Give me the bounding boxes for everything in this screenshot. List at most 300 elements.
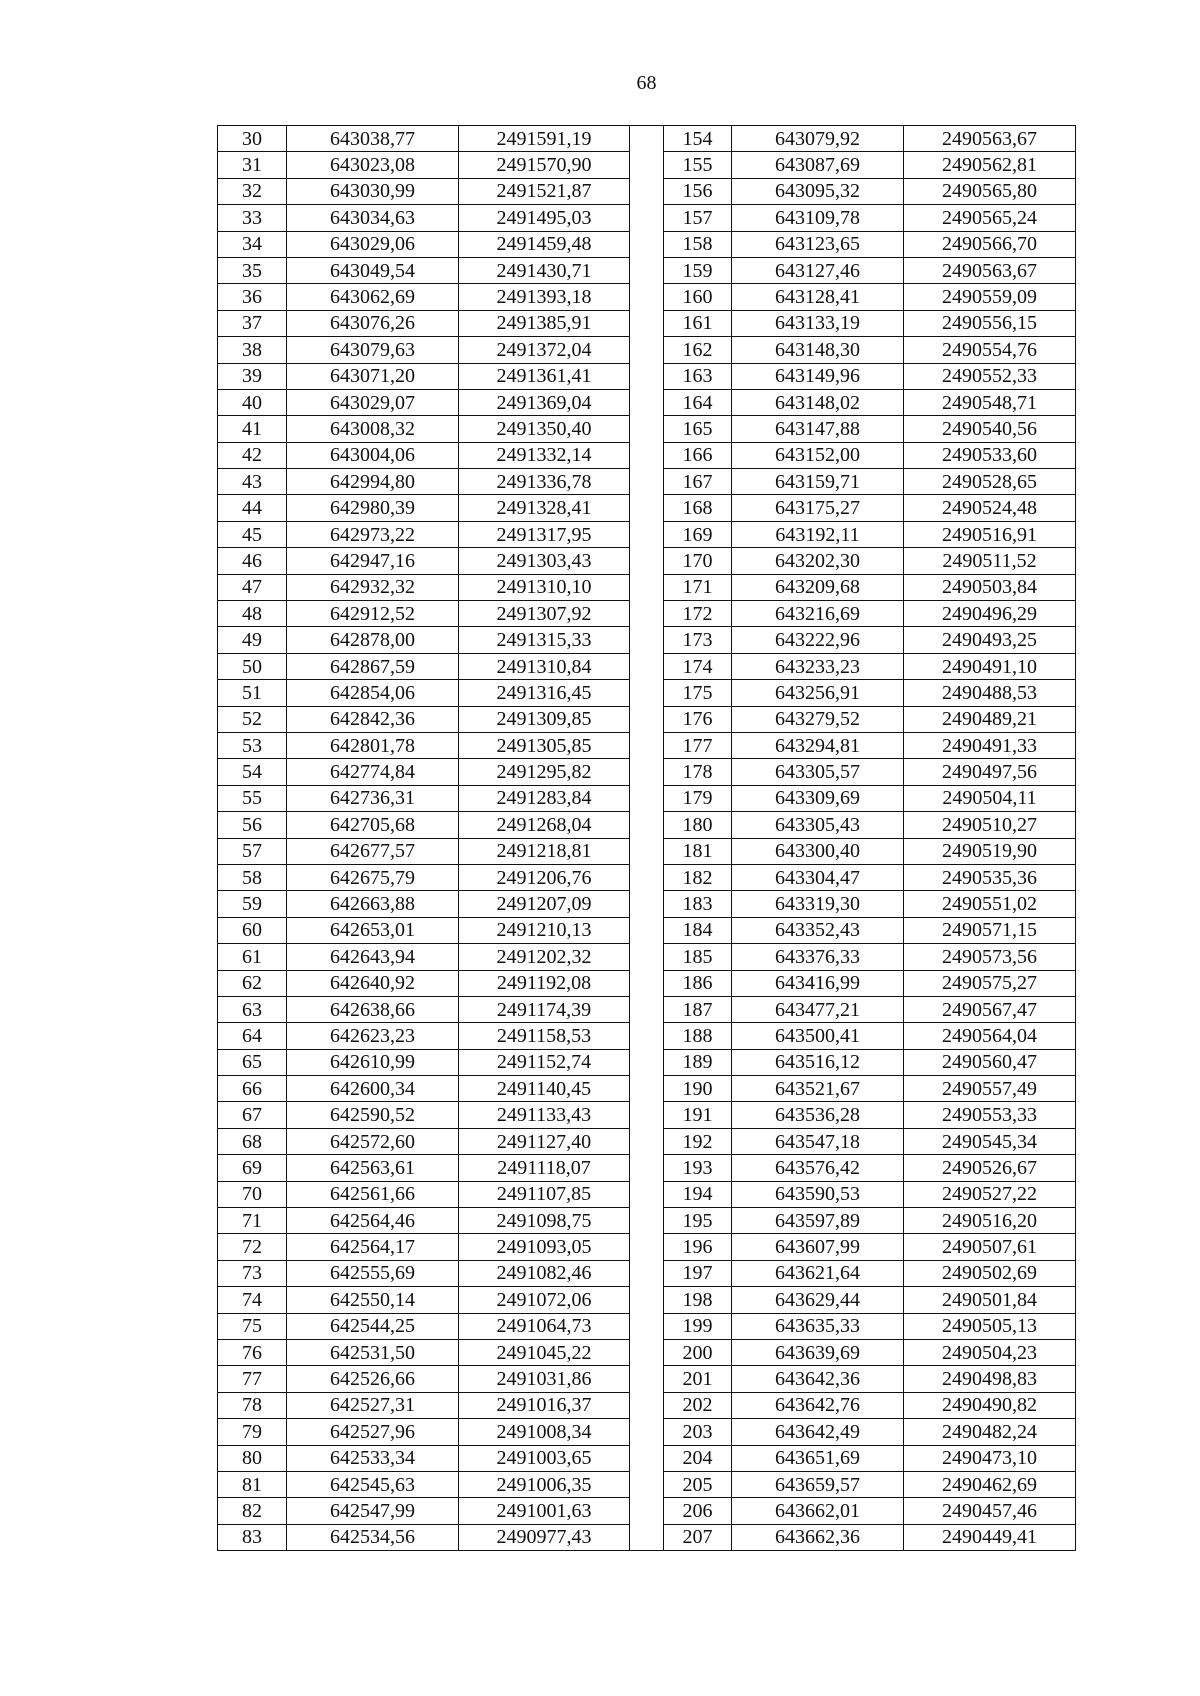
x-coordinate-cell: 642544,25 xyxy=(287,1313,459,1339)
point-number-cell: 155 xyxy=(664,152,732,178)
y-coordinate-cell: 2491072,06 xyxy=(459,1287,630,1313)
y-coordinate-cell: 2491152,74 xyxy=(459,1049,630,1075)
x-coordinate-cell: 642980,39 xyxy=(287,495,459,521)
point-number-cell: 65 xyxy=(218,1049,287,1075)
x-coordinate-cell: 643536,28 xyxy=(732,1102,904,1128)
y-coordinate-cell: 2491309,85 xyxy=(459,706,630,732)
table-row xyxy=(218,257,1076,283)
y-coordinate-cell: 2490556,15 xyxy=(904,310,1076,336)
table-row xyxy=(218,205,1076,231)
x-coordinate-cell: 643222,96 xyxy=(732,627,904,653)
y-coordinate-cell: 2491006,35 xyxy=(459,1471,630,1497)
table-row xyxy=(218,1102,1076,1128)
x-coordinate-cell: 643216,69 xyxy=(732,601,904,627)
x-coordinate-cell: 642663,88 xyxy=(287,891,459,917)
point-number-cell: 197 xyxy=(664,1260,732,1286)
point-number-cell: 59 xyxy=(218,891,287,917)
table-row xyxy=(218,759,1076,785)
x-coordinate-cell: 643147,88 xyxy=(732,416,904,442)
point-number-cell: 53 xyxy=(218,732,287,758)
y-coordinate-cell: 2491158,53 xyxy=(459,1023,630,1049)
point-number-cell: 181 xyxy=(664,838,732,864)
table-row xyxy=(218,812,1076,838)
x-coordinate-cell: 643279,52 xyxy=(732,706,904,732)
y-coordinate-cell: 2491283,84 xyxy=(459,785,630,811)
point-number-cell: 168 xyxy=(664,495,732,521)
y-coordinate-cell: 2490496,29 xyxy=(904,601,1076,627)
y-coordinate-cell: 2490557,49 xyxy=(904,1076,1076,1102)
x-coordinate-cell: 643030,99 xyxy=(287,178,459,204)
page-number: 68 xyxy=(636,72,657,94)
y-coordinate-cell: 2490575,27 xyxy=(904,970,1076,996)
x-coordinate-cell: 643029,07 xyxy=(287,389,459,415)
y-coordinate-cell: 2491064,73 xyxy=(459,1313,630,1339)
column-gap xyxy=(630,495,664,521)
x-coordinate-cell: 643352,43 xyxy=(732,917,904,943)
point-number-cell: 163 xyxy=(664,363,732,389)
point-number-cell: 49 xyxy=(218,627,287,653)
point-number-cell: 76 xyxy=(218,1339,287,1365)
y-coordinate-cell: 2490462,69 xyxy=(904,1471,1076,1497)
table-row xyxy=(218,126,1076,152)
x-coordinate-cell: 642947,16 xyxy=(287,548,459,574)
y-coordinate-cell: 2490497,56 xyxy=(904,759,1076,785)
y-coordinate-cell: 2490489,21 xyxy=(904,706,1076,732)
point-number-cell: 167 xyxy=(664,469,732,495)
x-coordinate-cell: 643607,99 xyxy=(732,1234,904,1260)
table-row xyxy=(218,284,1076,310)
x-coordinate-cell: 643095,32 xyxy=(732,178,904,204)
y-coordinate-cell: 2491591,19 xyxy=(459,126,630,152)
y-coordinate-cell: 2490563,67 xyxy=(904,126,1076,152)
y-coordinate-cell: 2490559,09 xyxy=(904,284,1076,310)
x-coordinate-cell: 642547,99 xyxy=(287,1498,459,1524)
x-coordinate-cell: 643642,36 xyxy=(732,1366,904,1392)
y-coordinate-cell: 2490504,11 xyxy=(904,785,1076,811)
y-coordinate-cell: 2491332,14 xyxy=(459,442,630,468)
x-coordinate-cell: 643629,44 xyxy=(732,1287,904,1313)
point-number-cell: 175 xyxy=(664,680,732,706)
column-gap xyxy=(630,469,664,495)
table-row xyxy=(218,785,1076,811)
x-coordinate-cell: 643547,18 xyxy=(732,1128,904,1154)
y-coordinate-cell: 2490533,60 xyxy=(904,442,1076,468)
x-coordinate-cell: 642564,46 xyxy=(287,1208,459,1234)
y-coordinate-cell: 2491133,43 xyxy=(459,1102,630,1128)
y-coordinate-cell: 2490554,76 xyxy=(904,337,1076,363)
column-gap xyxy=(630,759,664,785)
table-row xyxy=(218,495,1076,521)
x-coordinate-cell: 643659,57 xyxy=(732,1471,904,1497)
y-coordinate-cell: 2490502,69 xyxy=(904,1260,1076,1286)
column-gap xyxy=(630,1313,664,1339)
point-number-cell: 159 xyxy=(664,257,732,283)
point-number-cell: 51 xyxy=(218,680,287,706)
table-row xyxy=(218,178,1076,204)
y-coordinate-cell: 2491003,65 xyxy=(459,1445,630,1471)
x-coordinate-cell: 643305,43 xyxy=(732,812,904,838)
table-row xyxy=(218,1155,1076,1181)
point-number-cell: 202 xyxy=(664,1392,732,1418)
column-gap xyxy=(630,548,664,574)
point-number-cell: 187 xyxy=(664,996,732,1022)
y-coordinate-cell: 2490524,48 xyxy=(904,495,1076,521)
point-number-cell: 186 xyxy=(664,970,732,996)
y-coordinate-cell: 2490501,84 xyxy=(904,1287,1076,1313)
y-coordinate-cell: 2490482,24 xyxy=(904,1419,1076,1445)
point-number-cell: 40 xyxy=(218,389,287,415)
y-coordinate-cell: 2490473,10 xyxy=(904,1445,1076,1471)
column-gap xyxy=(630,970,664,996)
point-number-cell: 174 xyxy=(664,653,732,679)
column-gap xyxy=(630,1128,664,1154)
point-number-cell: 30 xyxy=(218,126,287,152)
y-coordinate-cell: 2490560,47 xyxy=(904,1049,1076,1075)
x-coordinate-cell: 643192,11 xyxy=(732,521,904,547)
x-coordinate-cell: 643152,00 xyxy=(732,442,904,468)
y-coordinate-cell: 2491316,45 xyxy=(459,680,630,706)
column-gap xyxy=(630,337,664,363)
y-coordinate-cell: 2490551,02 xyxy=(904,891,1076,917)
x-coordinate-cell: 643076,26 xyxy=(287,310,459,336)
table-row xyxy=(218,1445,1076,1471)
x-coordinate-cell: 643004,06 xyxy=(287,442,459,468)
column-gap xyxy=(630,601,664,627)
x-coordinate-cell: 642526,66 xyxy=(287,1366,459,1392)
y-coordinate-cell: 2490510,27 xyxy=(904,812,1076,838)
x-coordinate-cell: 643062,69 xyxy=(287,284,459,310)
y-coordinate-cell: 2490519,90 xyxy=(904,838,1076,864)
y-coordinate-cell: 2491107,85 xyxy=(459,1181,630,1207)
point-number-cell: 36 xyxy=(218,284,287,310)
x-coordinate-cell: 642590,52 xyxy=(287,1102,459,1128)
point-number-cell: 198 xyxy=(664,1287,732,1313)
table-row xyxy=(218,442,1076,468)
table-row xyxy=(218,627,1076,653)
x-coordinate-cell: 643148,30 xyxy=(732,337,904,363)
x-coordinate-cell: 643008,32 xyxy=(287,416,459,442)
x-coordinate-cell: 643416,99 xyxy=(732,970,904,996)
x-coordinate-cell: 643123,65 xyxy=(732,231,904,257)
point-number-cell: 184 xyxy=(664,917,732,943)
table-row xyxy=(218,1260,1076,1286)
y-coordinate-cell: 2491210,13 xyxy=(459,917,630,943)
point-number-cell: 54 xyxy=(218,759,287,785)
point-number-cell: 190 xyxy=(664,1076,732,1102)
point-number-cell: 31 xyxy=(218,152,287,178)
x-coordinate-cell: 643148,02 xyxy=(732,389,904,415)
table-row xyxy=(218,152,1076,178)
table-row xyxy=(218,1234,1076,1260)
column-gap xyxy=(630,1208,664,1234)
x-coordinate-cell: 642774,84 xyxy=(287,759,459,785)
x-coordinate-cell: 643300,40 xyxy=(732,838,904,864)
y-coordinate-cell: 2490571,15 xyxy=(904,917,1076,943)
point-number-cell: 189 xyxy=(664,1049,732,1075)
y-coordinate-cell: 2490563,67 xyxy=(904,257,1076,283)
y-coordinate-cell: 2490528,65 xyxy=(904,469,1076,495)
x-coordinate-cell: 642555,69 xyxy=(287,1260,459,1286)
x-coordinate-cell: 642675,79 xyxy=(287,864,459,890)
table-row xyxy=(218,732,1076,758)
column-gap xyxy=(630,152,664,178)
point-number-cell: 154 xyxy=(664,126,732,152)
x-coordinate-cell: 643642,76 xyxy=(732,1392,904,1418)
column-gap xyxy=(630,1445,664,1471)
y-coordinate-cell: 2491127,40 xyxy=(459,1128,630,1154)
point-number-cell: 170 xyxy=(664,548,732,574)
x-coordinate-cell: 642527,96 xyxy=(287,1419,459,1445)
column-gap xyxy=(630,732,664,758)
table-row xyxy=(218,469,1076,495)
x-coordinate-cell: 643662,01 xyxy=(732,1498,904,1524)
x-coordinate-cell: 642533,34 xyxy=(287,1445,459,1471)
x-coordinate-cell: 643305,57 xyxy=(732,759,904,785)
table-row xyxy=(218,1392,1076,1418)
point-number-cell: 157 xyxy=(664,205,732,231)
table-row xyxy=(218,838,1076,864)
point-number-cell: 38 xyxy=(218,337,287,363)
point-number-cell: 180 xyxy=(664,812,732,838)
table-row xyxy=(218,653,1076,679)
y-coordinate-cell: 2491093,05 xyxy=(459,1234,630,1260)
y-coordinate-cell: 2491430,71 xyxy=(459,257,630,283)
y-coordinate-cell: 2491570,90 xyxy=(459,152,630,178)
y-coordinate-cell: 2491192,08 xyxy=(459,970,630,996)
y-coordinate-cell: 2491393,18 xyxy=(459,284,630,310)
point-number-cell: 173 xyxy=(664,627,732,653)
x-coordinate-cell: 643516,12 xyxy=(732,1049,904,1075)
point-number-cell: 183 xyxy=(664,891,732,917)
table-row xyxy=(218,1181,1076,1207)
y-coordinate-cell: 2490567,47 xyxy=(904,996,1076,1022)
x-coordinate-cell: 642623,23 xyxy=(287,1023,459,1049)
y-coordinate-cell: 2491385,91 xyxy=(459,310,630,336)
x-coordinate-cell: 642572,60 xyxy=(287,1128,459,1154)
x-coordinate-cell: 642994,80 xyxy=(287,469,459,495)
y-coordinate-cell: 2490548,71 xyxy=(904,389,1076,415)
table-row xyxy=(218,1339,1076,1365)
point-number-cell: 32 xyxy=(218,178,287,204)
y-coordinate-cell: 2490505,13 xyxy=(904,1313,1076,1339)
column-gap xyxy=(630,231,664,257)
point-number-cell: 72 xyxy=(218,1234,287,1260)
x-coordinate-cell: 643521,67 xyxy=(732,1076,904,1102)
point-number-cell: 33 xyxy=(218,205,287,231)
x-coordinate-cell: 643149,96 xyxy=(732,363,904,389)
x-coordinate-cell: 643087,69 xyxy=(732,152,904,178)
x-coordinate-cell: 642736,31 xyxy=(287,785,459,811)
x-coordinate-cell: 642545,63 xyxy=(287,1471,459,1497)
point-number-cell: 169 xyxy=(664,521,732,547)
x-coordinate-cell: 643029,06 xyxy=(287,231,459,257)
column-gap xyxy=(630,627,664,653)
point-number-cell: 188 xyxy=(664,1023,732,1049)
x-coordinate-cell: 643127,46 xyxy=(732,257,904,283)
y-coordinate-cell: 2491369,04 xyxy=(459,389,630,415)
point-number-cell: 203 xyxy=(664,1419,732,1445)
point-number-cell: 178 xyxy=(664,759,732,785)
y-coordinate-cell: 2490511,52 xyxy=(904,548,1076,574)
x-coordinate-cell: 642653,01 xyxy=(287,917,459,943)
y-coordinate-cell: 2491045,22 xyxy=(459,1339,630,1365)
point-number-cell: 47 xyxy=(218,574,287,600)
point-number-cell: 75 xyxy=(218,1313,287,1339)
x-coordinate-cell: 643576,42 xyxy=(732,1155,904,1181)
point-number-cell: 57 xyxy=(218,838,287,864)
point-number-cell: 206 xyxy=(664,1498,732,1524)
table-row xyxy=(218,1128,1076,1154)
y-coordinate-cell: 2491361,41 xyxy=(459,363,630,389)
column-gap xyxy=(630,205,664,231)
y-coordinate-cell: 2490552,33 xyxy=(904,363,1076,389)
table-row xyxy=(218,574,1076,600)
column-gap xyxy=(630,680,664,706)
point-number-cell: 182 xyxy=(664,864,732,890)
point-number-cell: 66 xyxy=(218,1076,287,1102)
x-coordinate-cell: 643304,47 xyxy=(732,864,904,890)
point-number-cell: 162 xyxy=(664,337,732,363)
column-gap xyxy=(630,257,664,283)
y-coordinate-cell: 2490566,70 xyxy=(904,231,1076,257)
point-number-cell: 166 xyxy=(664,442,732,468)
x-coordinate-cell: 643651,69 xyxy=(732,1445,904,1471)
y-coordinate-cell: 2490493,25 xyxy=(904,627,1076,653)
point-number-cell: 69 xyxy=(218,1155,287,1181)
column-gap xyxy=(630,521,664,547)
x-coordinate-cell: 643079,63 xyxy=(287,337,459,363)
x-coordinate-cell: 642932,32 xyxy=(287,574,459,600)
x-coordinate-cell: 642638,66 xyxy=(287,996,459,1022)
table-row xyxy=(218,864,1076,890)
x-coordinate-cell: 643175,27 xyxy=(732,495,904,521)
x-coordinate-cell: 643477,21 xyxy=(732,996,904,1022)
x-coordinate-cell: 642531,50 xyxy=(287,1339,459,1365)
y-coordinate-cell: 2490527,22 xyxy=(904,1181,1076,1207)
point-number-cell: 74 xyxy=(218,1287,287,1313)
y-coordinate-cell: 2491315,33 xyxy=(459,627,630,653)
table-row xyxy=(218,389,1076,415)
column-gap xyxy=(630,891,664,917)
point-number-cell: 70 xyxy=(218,1181,287,1207)
x-coordinate-cell: 643597,89 xyxy=(732,1208,904,1234)
column-gap xyxy=(630,574,664,600)
y-coordinate-cell: 2491295,82 xyxy=(459,759,630,785)
table-row xyxy=(218,231,1076,257)
point-number-cell: 44 xyxy=(218,495,287,521)
y-coordinate-cell: 2491336,78 xyxy=(459,469,630,495)
x-coordinate-cell: 643621,64 xyxy=(732,1260,904,1286)
point-number-cell: 164 xyxy=(664,389,732,415)
x-coordinate-cell: 643049,54 xyxy=(287,257,459,283)
column-gap xyxy=(630,1524,664,1550)
y-coordinate-cell: 2491140,45 xyxy=(459,1076,630,1102)
x-coordinate-cell: 643590,53 xyxy=(732,1181,904,1207)
x-coordinate-cell: 643079,92 xyxy=(732,126,904,152)
column-gap xyxy=(630,1260,664,1286)
column-gap xyxy=(630,944,664,970)
table-row xyxy=(218,363,1076,389)
y-coordinate-cell: 2490504,23 xyxy=(904,1339,1076,1365)
column-gap xyxy=(630,1023,664,1049)
y-coordinate-cell: 2490503,84 xyxy=(904,574,1076,600)
point-number-cell: 192 xyxy=(664,1128,732,1154)
point-number-cell: 193 xyxy=(664,1155,732,1181)
column-gap xyxy=(630,1498,664,1524)
point-number-cell: 39 xyxy=(218,363,287,389)
y-coordinate-cell: 2491307,92 xyxy=(459,601,630,627)
point-number-cell: 37 xyxy=(218,310,287,336)
column-gap xyxy=(630,838,664,864)
point-number-cell: 48 xyxy=(218,601,287,627)
y-coordinate-cell: 2491008,34 xyxy=(459,1419,630,1445)
point-number-cell: 196 xyxy=(664,1234,732,1260)
y-coordinate-cell: 2490507,61 xyxy=(904,1234,1076,1260)
column-gap xyxy=(630,363,664,389)
point-number-cell: 56 xyxy=(218,812,287,838)
y-coordinate-cell: 2491350,40 xyxy=(459,416,630,442)
y-coordinate-cell: 2491310,10 xyxy=(459,574,630,600)
x-coordinate-cell: 642563,61 xyxy=(287,1155,459,1181)
coordinates-table-body xyxy=(218,126,1076,1551)
point-number-cell: 58 xyxy=(218,864,287,890)
y-coordinate-cell: 2491202,32 xyxy=(459,944,630,970)
column-gap xyxy=(630,1366,664,1392)
x-coordinate-cell: 643500,41 xyxy=(732,1023,904,1049)
table-row xyxy=(218,1524,1076,1550)
point-number-cell: 62 xyxy=(218,970,287,996)
table-row xyxy=(218,1366,1076,1392)
y-coordinate-cell: 2491372,04 xyxy=(459,337,630,363)
y-coordinate-cell: 2490573,56 xyxy=(904,944,1076,970)
point-number-cell: 207 xyxy=(664,1524,732,1550)
table-row xyxy=(218,1049,1076,1075)
table-row xyxy=(218,944,1076,970)
point-number-cell: 60 xyxy=(218,917,287,943)
table-row xyxy=(218,416,1076,442)
point-number-cell: 73 xyxy=(218,1260,287,1286)
table-row xyxy=(218,310,1076,336)
y-coordinate-cell: 2491082,46 xyxy=(459,1260,630,1286)
table-row xyxy=(218,1076,1076,1102)
point-number-cell: 177 xyxy=(664,732,732,758)
y-coordinate-cell: 2491207,09 xyxy=(459,891,630,917)
y-coordinate-cell: 2490491,33 xyxy=(904,732,1076,758)
x-coordinate-cell: 643133,19 xyxy=(732,310,904,336)
y-coordinate-cell: 2491310,84 xyxy=(459,653,630,679)
x-coordinate-cell: 642677,57 xyxy=(287,838,459,864)
point-number-cell: 195 xyxy=(664,1208,732,1234)
point-number-cell: 79 xyxy=(218,1419,287,1445)
y-coordinate-cell: 2490564,04 xyxy=(904,1023,1076,1049)
column-gap xyxy=(630,178,664,204)
point-number-cell: 67 xyxy=(218,1102,287,1128)
table-row xyxy=(218,1419,1076,1445)
table-row xyxy=(218,891,1076,917)
point-number-cell: 63 xyxy=(218,996,287,1022)
y-coordinate-cell: 2490490,82 xyxy=(904,1392,1076,1418)
x-coordinate-cell: 642867,59 xyxy=(287,653,459,679)
table-row xyxy=(218,1498,1076,1524)
column-gap xyxy=(630,1234,664,1260)
column-gap xyxy=(630,812,664,838)
point-number-cell: 204 xyxy=(664,1445,732,1471)
y-coordinate-cell: 2491218,81 xyxy=(459,838,630,864)
table-row xyxy=(218,1208,1076,1234)
y-coordinate-cell: 2491459,48 xyxy=(459,231,630,257)
table-row xyxy=(218,1287,1076,1313)
y-coordinate-cell: 2491098,75 xyxy=(459,1208,630,1234)
